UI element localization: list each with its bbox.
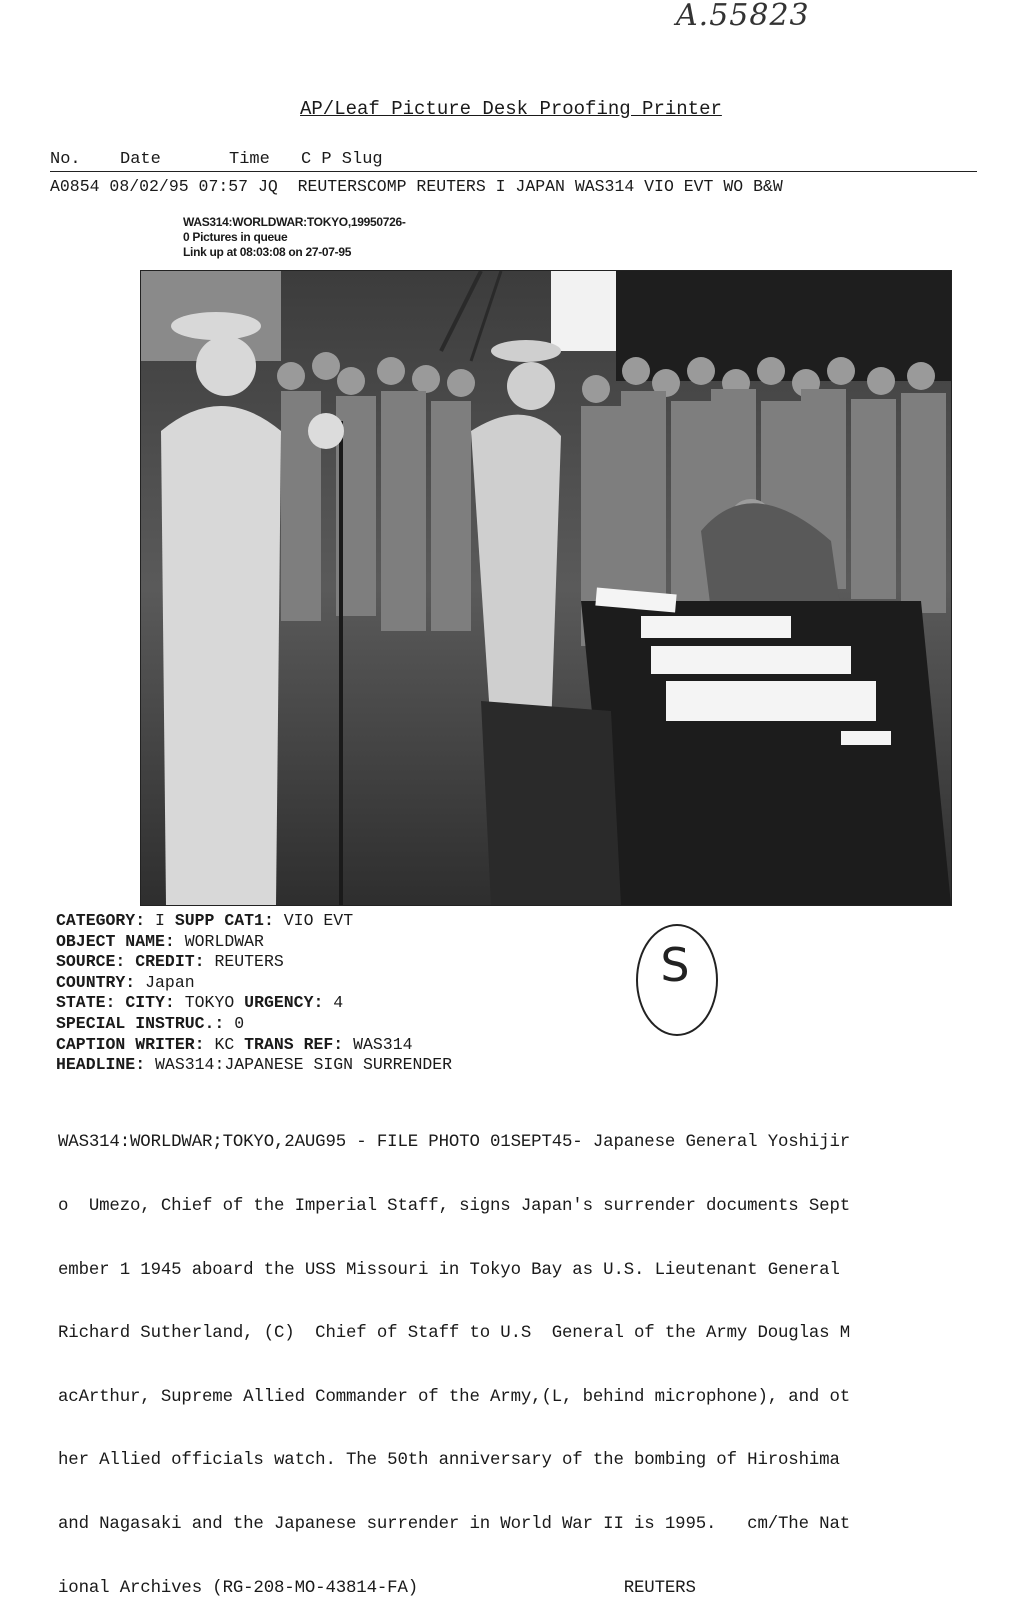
city-value: TOKYO xyxy=(184,993,235,1013)
handwritten-archive-code: A.55823 xyxy=(676,0,810,33)
caption-line: WAS314:WORLDWAR;TOKYO,2AUG95 - FILE PHOTO 01SEPT45- Japanese General Yoshijir xyxy=(58,1133,851,1153)
object-name-value: WORLDWAR xyxy=(184,931,264,951)
urgency-value: 4 xyxy=(333,993,344,1013)
supp-cat-label: SUPP CAT1: xyxy=(174,911,274,930)
metadata-row xyxy=(56,952,452,973)
country-label: COUNTRY: xyxy=(56,972,136,992)
object-name-label: OBJECT NAME: xyxy=(56,931,175,951)
metadata-row xyxy=(56,911,452,932)
caption-text xyxy=(58,1090,998,1620)
record-date: 08/02/95 xyxy=(109,177,189,196)
caption-line: her Allied officials watch. The 50th anniversary of the bombing of Hiroshima xyxy=(58,1451,840,1471)
caption-line: Richard Sutherland, (C) Chief of Staff to U.S General of the Army Douglas M xyxy=(58,1324,851,1344)
link-info-line: WAS314:WORLDWAR:TOKYO,19950726- xyxy=(183,215,406,229)
caption-writer-label: CAPTION WRITER: xyxy=(56,1034,205,1054)
photo-illustration xyxy=(141,271,951,905)
headline-value: WAS314:JAPANESE SIGN SURRENDER xyxy=(155,1055,453,1075)
city-label: CITY: xyxy=(125,993,175,1013)
metadata-row xyxy=(56,973,452,994)
state-label: STATE: xyxy=(56,993,116,1013)
urgency-label: URGENCY: xyxy=(244,993,324,1013)
special-instruc-value: 0 xyxy=(234,1013,245,1033)
metadata-row xyxy=(56,1035,452,1056)
link-info-line: Link up at 08:03:08 on 27-07-95 xyxy=(183,245,352,259)
link-info-line: 0 Pictures in queue xyxy=(183,230,288,244)
handwritten-s-mark: S xyxy=(660,938,690,992)
metadata-row xyxy=(56,993,452,1014)
photo-metadata xyxy=(56,911,452,1076)
caption-line: o Umezo, Chief of the Imperial Staff, signs Japan's surrender documents Sept xyxy=(58,1197,851,1217)
caption-writer-value: KC xyxy=(214,1034,235,1054)
column-header-no: No. xyxy=(50,150,81,169)
record-time: 07:57 xyxy=(198,177,249,196)
supp-cat-value: VIO EVT xyxy=(283,911,354,930)
credit-value: REUTERS xyxy=(214,952,284,972)
link-info xyxy=(183,215,406,260)
special-instruc-label: SPECIAL INSTRUC.: xyxy=(56,1013,225,1033)
category-label: CATEGORY: xyxy=(56,911,146,930)
metadata-row xyxy=(56,1014,452,1035)
caption-line: and Nagasaki and the Japanese surrender in World War II is 1995. cm/The Nat xyxy=(58,1515,851,1535)
header-rule xyxy=(50,171,977,172)
headline-label: HEADLINE: xyxy=(56,1055,146,1075)
trans-ref-value: WAS314 xyxy=(353,1034,413,1054)
caption-line: ional Archives (RG-208-MO-43814-FA) REUTERS xyxy=(58,1578,696,1598)
metadata-row xyxy=(56,1055,452,1076)
trans-ref-label: TRANS REF: xyxy=(244,1034,344,1054)
record-line xyxy=(50,177,783,196)
country-value: Japan xyxy=(145,972,195,992)
column-header-date: Date xyxy=(120,150,161,169)
surrender-ceremony-photo xyxy=(140,270,952,906)
category-value: I xyxy=(155,911,165,930)
page-title: AP/Leaf Picture Desk Proofing Printer xyxy=(300,98,722,120)
caption-line: ember 1 1945 aboard the USS Missouri in Tokyo Bay as U.S. Lieutenant General xyxy=(58,1260,840,1280)
source-label: SOURCE: xyxy=(56,952,126,972)
credit-label: CREDIT: xyxy=(135,952,205,972)
caption-line: acArthur, Supreme Allied Commander of the Army,(L, behind microphone), and ot xyxy=(58,1387,851,1407)
column-header-time: Time xyxy=(229,150,270,169)
column-header-slug: C P Slug xyxy=(301,150,383,169)
record-cp: JQ xyxy=(257,177,278,196)
record-slug: REUTERSCOMP REUTERS I JAPAN WAS314 VIO EVT WO B&W xyxy=(297,177,783,196)
record-no: A0854 xyxy=(50,177,100,196)
metadata-row xyxy=(56,932,452,953)
